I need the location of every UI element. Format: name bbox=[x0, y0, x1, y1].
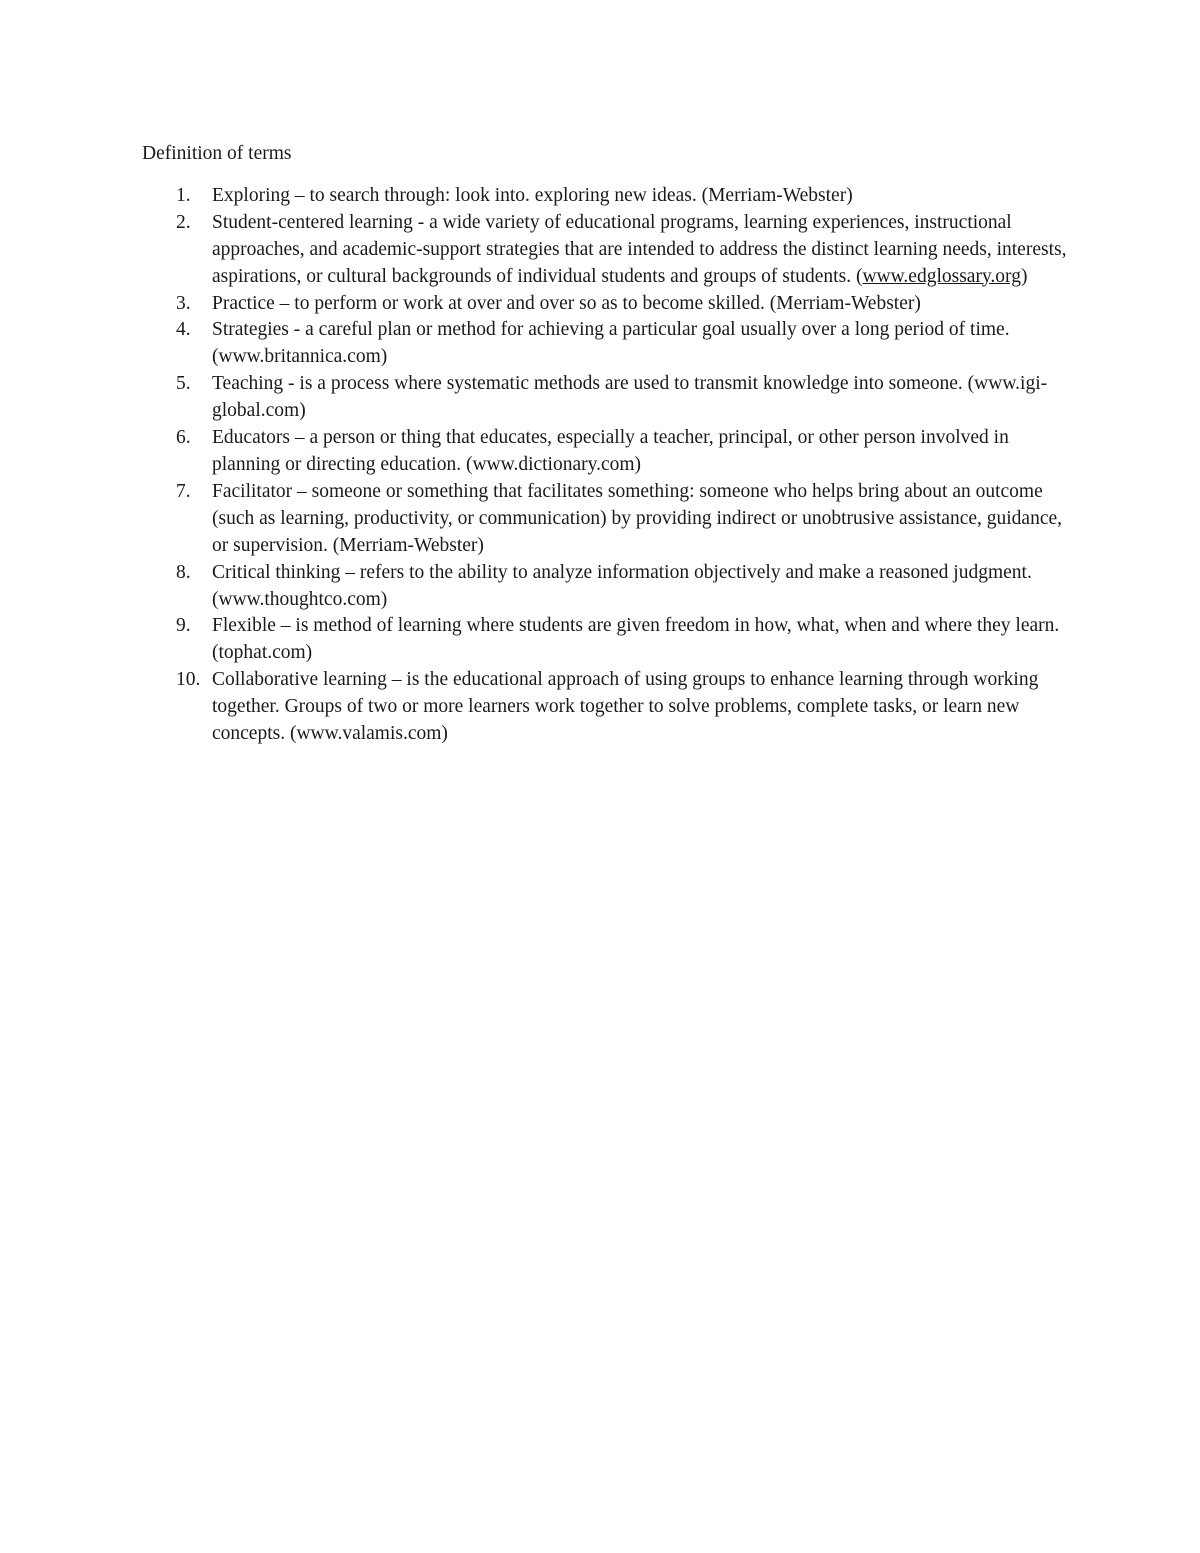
definition-text: Facilitator – someone or something that facilitates something: someone who helps bring about an outcome (such as learning, productivity, or communication) by providing indirect or unobtrusive assistance, guidance, or supervision. (Merriam-Webster) bbox=[212, 480, 1063, 556]
edglossary-link[interactable]: www.edglossary.org bbox=[862, 265, 1021, 287]
definition-text: Student-centered learning - a wide variety of educational programs, learning experiences, instructional approaches, and academic-support strategies that are intended to address the distinct learning needs, interests, aspirations, or cultural backgrounds of individual students and groups of students. ( bbox=[212, 211, 1067, 287]
definition-list bbox=[142, 183, 1072, 748]
definition-text: Flexible – is method of learning where students are given freedom in how, what, when and where they learn. (tophat.com) bbox=[212, 615, 1060, 664]
list-item bbox=[142, 560, 1072, 614]
list-number: 6. bbox=[176, 427, 191, 449]
list-item bbox=[142, 425, 1072, 479]
list-number: 1. bbox=[176, 184, 191, 206]
document-body bbox=[142, 141, 1072, 748]
list-number: 10. bbox=[176, 669, 201, 691]
list-item bbox=[142, 667, 1072, 748]
list-item bbox=[142, 291, 1072, 318]
list-number: 9. bbox=[176, 615, 191, 637]
list-item bbox=[142, 317, 1072, 371]
definition-text: Teaching - is a process where systematic methods are used to transmit knowledge into someone. (www.igi-global.com) bbox=[212, 373, 1048, 422]
list-number: 4. bbox=[176, 319, 191, 341]
list-item bbox=[142, 371, 1072, 425]
list-number: 2. bbox=[176, 211, 191, 233]
list-item bbox=[142, 613, 1072, 667]
list-number: 7. bbox=[176, 480, 191, 502]
definition-text: Critical thinking – refers to the ability to analyze information objectively and make a reasoned judgment. (www.thoughtco.com) bbox=[212, 561, 1032, 610]
definition-text: Exploring – to search through: look into. exploring new ideas. (Merriam-Webster) bbox=[212, 184, 853, 206]
list-number: 5. bbox=[176, 373, 191, 395]
definition-text: Practice – to perform or work at over and over so as to become skilled. (Merriam-Webster) bbox=[212, 292, 921, 314]
list-number: 8. bbox=[176, 561, 191, 583]
list-item bbox=[142, 479, 1072, 560]
definition-text: Collaborative learning – is the educational approach of using groups to enhance learning through working together. Groups of two or more learners work together to solve problems, complete tasks, or learn new concepts. (www.valamis.com) bbox=[212, 669, 1039, 745]
list-number: 3. bbox=[176, 292, 191, 314]
list-item bbox=[142, 210, 1072, 291]
definition-text: Strategies - a careful plan or method for achieving a particular goal usually over a long period of time. (www.britannica.com) bbox=[212, 319, 1010, 368]
definition-text: Educators – a person or thing that educates, especially a teacher, principal, or other person involved in planning or directing education. (www.dictionary.com) bbox=[212, 427, 1009, 475]
definition-text-end: ) bbox=[1020, 265, 1028, 287]
document-title: Definition of terms bbox=[142, 143, 292, 164]
list-item bbox=[142, 183, 1072, 210]
